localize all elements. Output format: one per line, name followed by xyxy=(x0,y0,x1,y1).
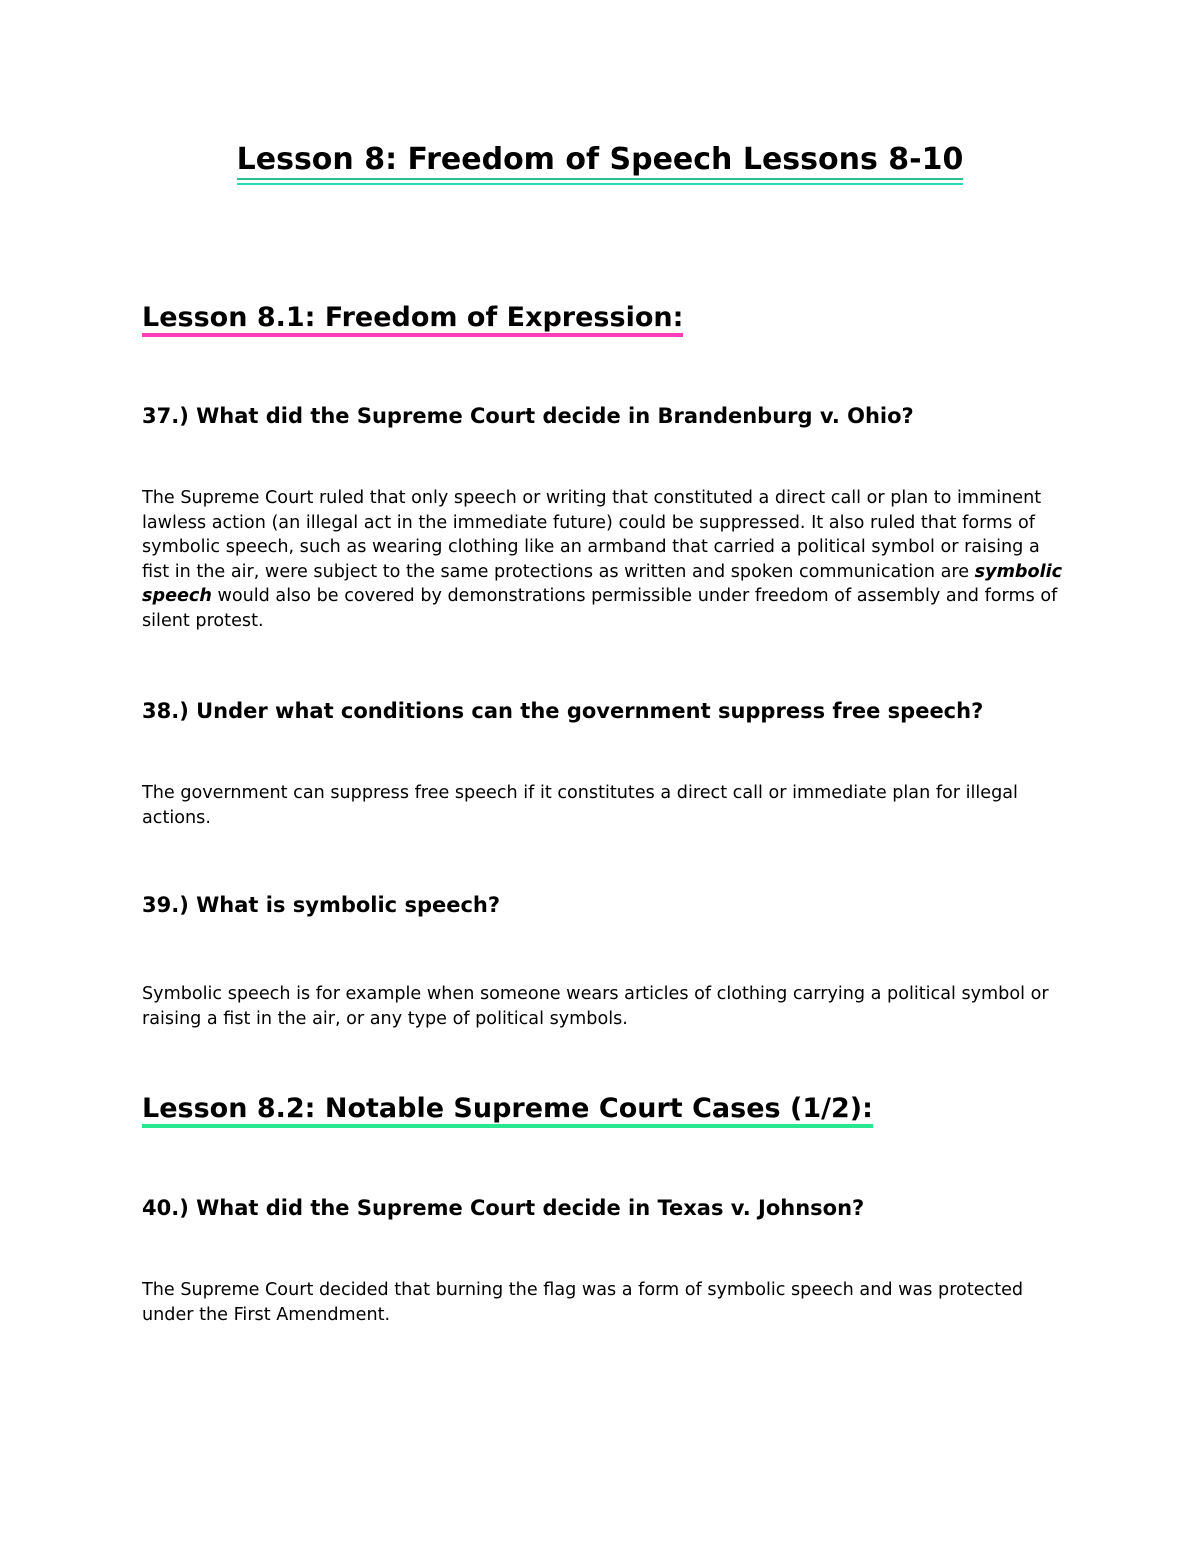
answer-37-part1: The Supreme Court ruled that only speech or writing that constituted a direct call or plan to imminent lawless action (an illegal act in the immediate future) could be suppressed. It also ruled that forms of symbolic speech, such as wearing clothing like an armband that carried a political symbol or raising a fist in the air, were subject to the same protections as written and spoken communication are xyxy=(142,488,1042,582)
question-39: 39.) What is symbolic speech? xyxy=(142,893,501,917)
answer-40: The Supreme Court decided that burning the flag was a form of symbolic speech and was protected under the First Amendment. xyxy=(142,1280,1024,1325)
question-38: 38.) Under what conditions can the government suppress free speech? xyxy=(142,699,984,723)
section-heading-lesson-8-1 xyxy=(142,300,683,336)
document-title-text: Lesson 8: Freedom of Speech Lessons 8-10 xyxy=(237,142,964,180)
answer-37 xyxy=(142,486,1072,633)
answer-39: Symbolic speech is for example when someone wears articles of clothing carrying a political symbol or raising a fist in the air, or any type of political symbols. xyxy=(142,984,1049,1029)
document-title xyxy=(0,140,1200,180)
answer-37-part2: would also be covered by demonstrations permissible under freedom of assembly and forms of silent protest. xyxy=(142,586,1058,631)
question-40: 40.) What did the Supreme Court decide in Texas v. Johnson? xyxy=(142,1196,865,1220)
section-heading-lesson-8-1-text: Lesson 8.1: Freedom of Expression: xyxy=(142,302,683,337)
question-37: 37.) What did the Supreme Court decide in Brandenburg v. Ohio? xyxy=(142,404,914,428)
answer-37-emphasis: symbolic speech xyxy=(142,561,1063,606)
answer-38: The government can suppress free speech if it constitutes a direct call or immediate plan for illegal actions. xyxy=(142,783,1018,828)
section-heading-lesson-8-2 xyxy=(142,1091,873,1127)
section-heading-lesson-8-2-text: Lesson 8.2: Notable Supreme Court Cases (1/2): xyxy=(142,1093,873,1128)
